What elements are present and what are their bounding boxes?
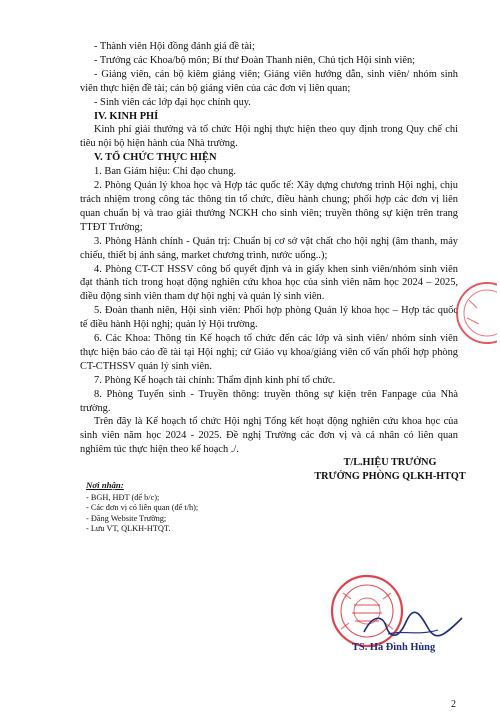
body-paragraph: - Giảng viên, cán bộ kiêm giảng viên; Giảng viên hướng dẫn, sinh viên/ nhóm sinh viên thực hiện đề tài; cán bộ giảng viên của các đơn vị liên quan; (80, 68, 458, 94)
recipients-block (86, 480, 266, 535)
body-paragraph: - Trưởng các Khoa/bộ môn; Bí thư Đoàn Thanh niên, Chủ tịch Hội sinh viên; (94, 54, 416, 66)
body-paragraph: 7. Phòng Kế hoạch tài chính: Thẩm định kinh phí tổ chức. (94, 374, 336, 386)
body-paragraph: 6. Các Khoa: Thông tin Kế hoạch tổ chức đến các lớp và sinh viên/ nhóm sinh viên thực hiện báo cáo đề tài tại Hội nghị; cử Giáo vụ khoa/giảng viên cố vấn phối hợp phòng CT-CTHSSV quản lý sinh viên. (80, 333, 458, 372)
body-paragraph: Kinh phí giải thưởng và tổ chức Hội nghị thực hiện theo quy định trong Quy chế chi tiêu nội bộ hiện hành của Nhà trường. (80, 124, 458, 150)
margin-stamp-seal (447, 278, 497, 348)
body-paragraph: 5. Đoàn thanh niên, Hội sinh viên: Phối hợp phòng Quản lý khoa học – Hợp tác quốc tế điều hành Hội nghị; quản lý Hội trường. (80, 305, 458, 331)
recipient-item: - Đăng Website Trường; (86, 513, 167, 523)
signature-authority-line: T/L.HIỆU TRƯỞNG (343, 457, 437, 468)
body-paragraph: 4. Phòng CT-CT HSSV công bố quyết định và in giấy khen sinh viên/nhóm sinh viên đạt thành tích trong hoạt động nghiên cứu khoa học của sinh viên năm học 2024 – 2025, điều động sinh viên tham dự hội nghị và quản lý sinh viên. (80, 263, 458, 303)
recipient-item: - Các đơn vị có liên quan (để t/h); (86, 503, 199, 513)
body-paragraph: 1. Ban Giám hiệu: Chỉ đạo chung. (94, 166, 236, 178)
body-paragraph: - Sinh viên các lớp đại học chính quy. (94, 96, 251, 108)
recipient-item: - BGH, HĐT (để b/c); (86, 492, 160, 502)
body-paragraph: Trên đây là Kế hoạch tổ chức Hội nghị Tổng kết hoạt động nghiên cứu khoa học của sinh viên năm học 2024 - 2025. Đề nghị Trường các đơn vị và cá nhân có liên quan nghiêm túc thực hiện theo kế hoạch ./. (80, 416, 458, 456)
body-paragraph: - Thành viên Hội đồng đánh giá đề tài; (94, 41, 255, 52)
page-number: 2 (451, 699, 456, 710)
body-paragraph: 8. Phòng Tuyển sinh - Truyền thông: truyền thông sự kiện trên Fanpage của Nhà trường. (80, 388, 458, 414)
recipient-item: - Lưu VT, QLKH-HTQT. (86, 524, 171, 534)
signature-block (300, 456, 480, 484)
handwritten-signature (358, 610, 468, 642)
body-paragraph: 3. Phòng Hành chính - Quản trị: Chuẩn bị cơ sở vật chất cho hội nghị (âm thanh, máy chiếu, thiết bị ánh sáng, market chương trình, nước uống..); (80, 235, 458, 261)
section-heading: IV. KINH PHÍ (94, 110, 159, 122)
body-paragraph: 2. Phòng Quản lý khoa học và Hợp tác quốc tế: Xây dựng chương trình Hội nghị, chịu trách nhiệm trong công tác thông tin tổ chức, điều hành chung; phối hợp các đơn vị liên quan chuẩn bị và trao giải thưởng NCKH cho sinh viên; truyền thông sự kiện trên trang TTĐT Trường; (80, 180, 458, 233)
section-heading: V. TỔ CHỨC THỰC HIỆN (94, 152, 217, 164)
signature-title-line: TRƯỞNG PHÒNG QLKH-HTQT (314, 471, 466, 482)
signer-name: TS. Hà Đình Hùng (352, 642, 436, 653)
recipients-title: Nơi nhận: (86, 480, 124, 490)
document-body (80, 40, 458, 457)
